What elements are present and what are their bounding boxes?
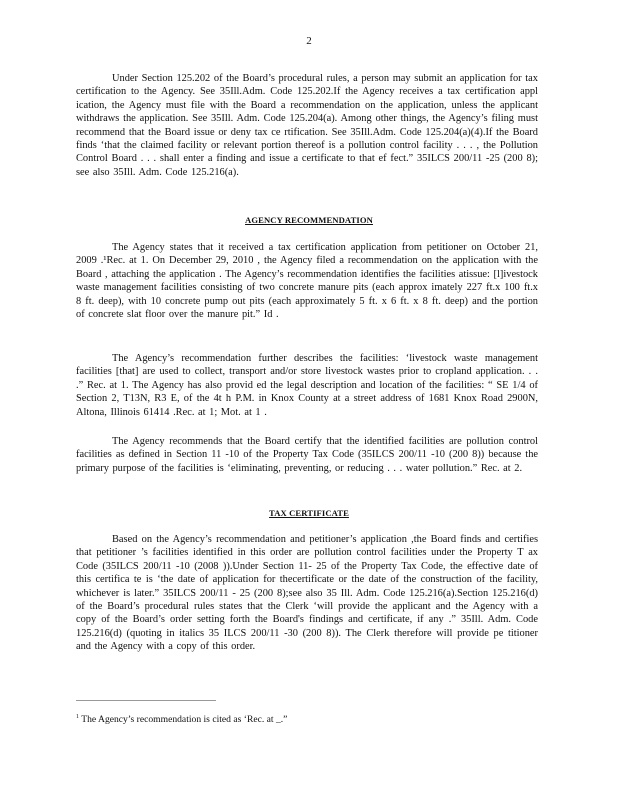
page-number: 2 — [306, 35, 312, 47]
agency-recommendation-heading — [0, 215, 618, 225]
agency-recommendation-paragraph-3: The Agency recommends that the Board certify that the identified facilities are pollution control facilities as defined in Section 11 -10 of the Property Tax Code (35ILCS 200/11 -10 (200 8)) because the primary purpose of the facilities is ‘eliminating, preventing, or reducing . . . water pollution.” Rec. at 2. — [76, 436, 538, 474]
agency-recommendation-section-2 — [76, 352, 538, 419]
tax-certificate-paragraph: Based on the Agency’s recommendation and petitioner’s application ,the Board finds and certifies that petitioner ’s facilities identified in this order are pollution control facilities under the Property T ax Code (35ILCS 200/11 -10 (2008 )).Under Section 11- 25 of the Property Tax Code, the effective date of this certifica te is ‘the date of application for thecertificate or the date of the construction of the facility, whichever is later.” 35ILCS 200/11 - 25 (200 8);see also 35 Ill. Adm. Code 125.216(a).Section 125.216(d) of the Board’s procedural rules states that the Clerk ‘will provide the applicant and the Agency with a copy of the Board’s order setting forth the Board's findings and certificate, if any .” 35Ill. Adm. Code 125.216(d) (quoting in italics 35 ILCS 200/11 -30 (200 8)). The Clerk therefore will provide pe titioner and the Agency with a copy of this order. — [76, 534, 538, 653]
footnote-divider — [76, 700, 216, 701]
agency-recommendation-section — [76, 241, 538, 321]
footnote — [76, 711, 287, 726]
tax-certificate-section — [76, 533, 538, 654]
footnote-marker: 1 — [76, 714, 79, 720]
agency-recommendation-section-3 — [76, 435, 538, 475]
tax-certificate-heading — [0, 508, 618, 518]
intro-paragraph: Under Section 125.202 of the Board’s procedural rules, a person may submit an application for tax certification to the Agency. See 35Ill.Adm. Code 125.202.If the Agency receives a tax certification appl ication, the Agency must file with the Board a recommendation on the application, unless the applicant withdraws the application. See 35Ill. Adm. Code 125.204(a). Among other things, the Agency’s filing must recommend that the Board issue or deny tax ce rtification. See 35Ill.Adm. Code 125.204(a)(4).If the Board finds ‘that the claimed facility or relevant portion thereof is a pollution control facility . . . , the Pollution Control Board . . . shall enter a finding and issue a certificate to that ef fect.” 35ILCS 200/11 -25 (200 8); see also 35Ill. Adm. Code 125.216(a). — [76, 73, 538, 178]
agency-recommendation-paragraph-1: The Agency states that it received a tax certification application from petitioner on October 21, 2009 .¹Rec. at 1. On December 29, 2010 , the Agency filed a recommendation on the application with the Board , attaching the application . The Agency’s recommendation identifies the facilities atissue: [l]ivestock waste management facilities consisting of two concrete manure pits (each approx imately 227 ft.x 100 ft.x 8 ft. deep), with 10 concrete pump out pits (each approximately 5 ft. x 6 ft. x 8 ft. deep) and the portion of concrete slat floor over the manure pit.” Id . — [76, 242, 538, 321]
agency-recommendation-paragraph-2: The Agency’s recommendation further describes the facilities: ‘livestock waste management facilities [that] are used to collect, transport and/or store livestock wastes prior to cropland application. . . .” Rec. at 1. The Agency has also provid ed the legal description and location of the facilities: “ SE 1/4 of Section 2, T13N, R3 E, of the 4t h P.M. in Knox County at a street address of 1681 Knox Road 2900N, Altona, Illinois 61414 .Rec. at 1; Mot. at 1 . — [76, 353, 538, 418]
intro-section — [76, 72, 538, 179]
footnote-text: The Agency’s recommendation is cited as ‘Rec. at _.” — [81, 714, 288, 726]
tax-certificate-heading-text: TAX CERTIFICATE — [269, 508, 349, 518]
agency-recommendation-heading-text: AGENCY RECOMMENDATION — [245, 215, 373, 225]
